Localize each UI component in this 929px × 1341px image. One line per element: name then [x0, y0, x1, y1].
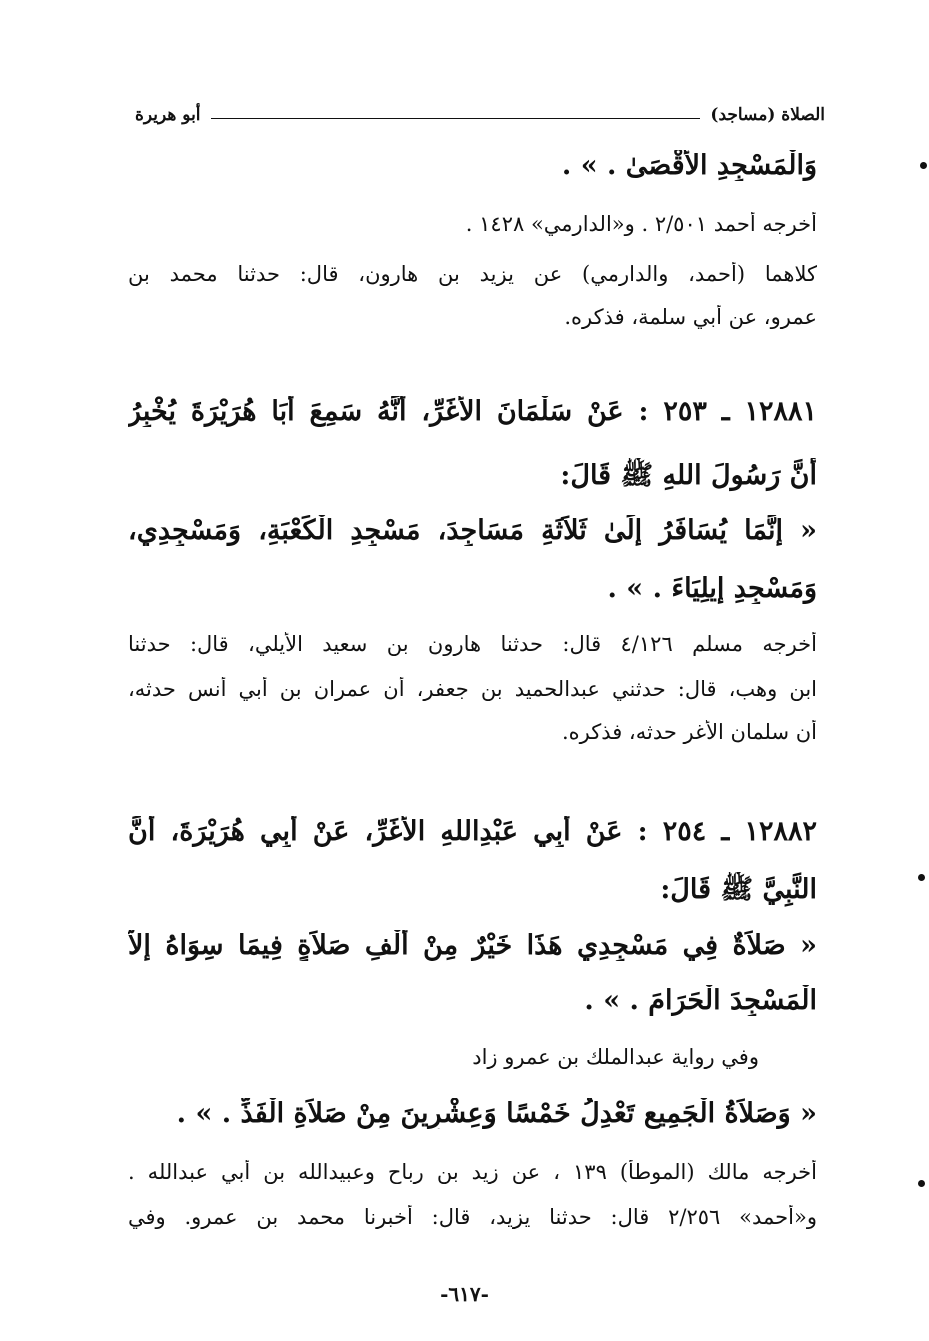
narration-note-line: وفي رواية عبدالملك بن عمرو زاد [472, 1045, 759, 1069]
takhrij-line: عمرو، عن أبي سلمة، فذكره. [564, 305, 817, 329]
takhrij-line: أخرجه مالك (الموطأ) ١٣٩ ، عن زيد بن رباح وعبيدالله بن أبي عبدالله . [128, 1160, 817, 1184]
hadith-number-line: ١٢٨٨١ ـ ٢٥٣ : عَنْ سَلْمَانَ الأَغَرِّ، أَنَّهُ سَمِعَ أَبَا هُرَيْرَةَ يُخْبِرُ [128, 396, 817, 427]
takhrij-line: و«أحمد» ٢/٢٥٦ قال: حدثنا يزيد، قال: أخبرنا محمد بن عمرو. وفي [128, 1205, 817, 1229]
hadith-text-line: الْمَسْجِدَ الْحَرَامَ . » . [584, 985, 817, 1016]
running-header [135, 100, 825, 130]
margin-mark [918, 874, 925, 881]
margin-mark [918, 1180, 925, 1187]
hadith-text-line: « وَصَلاَةُ الْجَمِيعِ تَعْدِلُ خَمْسًا وَعِشْرِينَ مِنْ صَلاَةِ الْفَذِّ . » . [176, 1098, 817, 1129]
hadith-text-line: وَمَسْجِدِ إِيلِيَاءَ . » . [607, 573, 817, 604]
hadith-text-line: وَالْمَسْجِدِ الأَقْصَىٰ . » . [561, 150, 817, 181]
hadith-number-line: ١٢٨٨٢ ـ ٢٥٤ : عَنْ أَبِي عَبْدِاللهِ الأَغَرِّ، عَنْ أَبِي هُرَيْرَةَ، أَنَّ [128, 816, 817, 847]
takhrij-line: ابن وهب، قال: حدثني عبدالحميد بن جعفر، أن عمران بن أبي أنس حدثه، [128, 677, 817, 701]
header-narrator-name: أبو هريرة [135, 105, 201, 125]
header-rule [211, 118, 701, 119]
takhrij-line: أن سلمان الأغر حدثه، فذكره. [561, 720, 817, 744]
page-number: -٦١٧- [440, 1282, 489, 1306]
header-chapter-title: الصلاة (مساجد) [710, 105, 825, 125]
takhrij-line: كلاهما (أحمد، والدارمي) عن يزيد بن هارون، قال: حدثنا محمد بن [128, 262, 817, 286]
hadith-text-line: « إِنَّمَا يُسَافَرُ إِلَىٰ ثَلاَثَةِ مَسَاجِدَ، مَسْجِدِ الْكَعْبَةِ، وَمَسْجِدِي، [128, 515, 817, 546]
takhrij-line: أخرجه مسلم ٤/١٢٦ قال: حدثنا هارون بن سعيد الأيلي، قال: حدثنا [128, 632, 817, 656]
hadith-text-line: أَنَّ رَسُولَ اللهِ ﷺ قَالَ: [560, 460, 817, 491]
hadith-text-line: « صَلاَةٌ فِي مَسْجِدِي هَذَا خَيْرٌ مِنْ أَلْفِ صَلاَةٍ فِيمَا سِوَاهُ إِلاَّ [128, 930, 817, 961]
hadith-text-line: النَّبِيَّ ﷺ قَالَ: [660, 874, 817, 905]
takhrij-line: أخرجه أحمد ٢/٥٠١ . و«الدارمي» ١٤٢٨ . [465, 212, 817, 236]
margin-mark [920, 162, 927, 169]
